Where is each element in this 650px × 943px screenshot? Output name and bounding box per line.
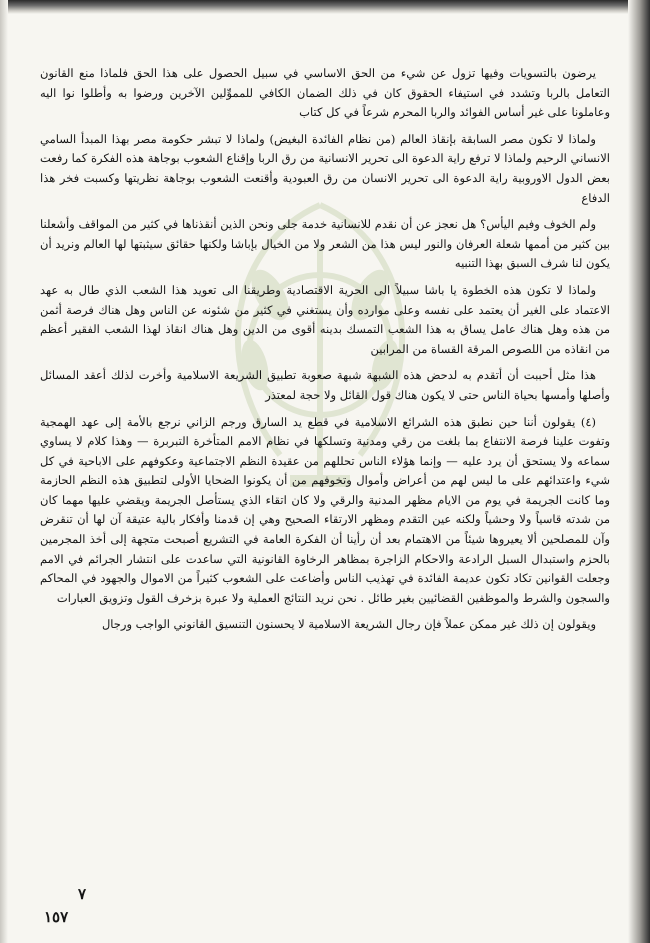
scan-right-edge [628,0,650,943]
paragraph-3: ولم الخوف وفيم اليأس؟ هل نعجز عن أن نقدم للانسانية خدمة جلى ونحن الذين أنقذناها في كثير من المواقف وأشعلنا بين كثير من أممها شعلة العرفان والنور ليس هذا من الشعر ولا من الخيال بإباشا ولكنها حقائق سيثبتها لها العالم ونريد أن يكون لنا شرف السبق بهذا التنبيه [40,217,610,271]
scan-left-edge [0,0,8,943]
body-text [40,64,610,642]
footer-page-number: ١٥٧ [44,908,69,926]
paragraph-7: ويقولون إن ذلك غير ممكن عملاً فإن رجال الشريعة الاسلامية لا يحسنون التنسيق القانوني الواجب ورجال [101,617,596,632]
paragraph-4: ولماذا لا تكون هذه الخطوة يا باشا سبيلاً الى الحرية الاقتصادية وطريقنا الى تعويد هذا الشعب الذي طال به عهد الاعتماد على الغير أن يعتمد على نفسه وعلى موارده وأن يستغني في كثير من شئونه عن الناس وهل هناك فرصة أثمن من هذه وهل هناك عامل يساق به هذا الشعب التمسك بدينه أقوى من الدين وهل هناك انقاذ لهذا الشعب الفقير أعظم من انقاذه من اللصوص المرقة القساة من المرابين [40,282,610,356]
scan-top-edge [0,0,650,14]
paragraph-1: يرضون بالتسويات وفيها تزول عن شيء من الحق الاساسي في سبيل الحصول على هذا الحق فلماذا منع القانون التعامل بالربا وتشدد في استيفاء الحقوق كان في ذلك الضمان الكافي للمموِّلين الآخرين ورضوا به وأطلوا نوا اليه وعاملونا على غير أساس الفوائد والربا المحرم شرعاً في كل كتاب [40,66,610,120]
paragraph-2: ولماذا لا تكون مصر السابقة بإنقاذ العالم (من نظام الفائدة البغيض) ولماذا لا تبشر حكومة مصر بهذا المبدأ السامي الانساني الرحيم ولماذا لا ترفع راية الدعوة الى تحرير الانسانية من رق الربا وإقناع الشعوب بوجاهة هذه الفكرة كما رفعت بعض الدول الاوروبية راية الدعوة الى تحرير الانسان من رق العبودية وأقنعت الشعوب بوجاهة نظريتها وكسبت فخر هذا الدفاع [40,131,610,205]
paragraph-6: (٤) يقولون أننا حين نطبق هذه الشرائع الاسلامية في قطع يد السارق ورجم الزاني نرجع بالأمة إلى عهد الهمجية وتفوت علينا فرصة الانتفاع بما بلغت من رقي ومدنية وتسلكها في نظام الامم المتأخرة التبربرة — وهذا كلام لا يساوي سماعه ولا يستحق أن يرد عليه — وإنما هؤلاء الناس تحللهم من عقيدة النظم الاجتماعية وعكوفهم على الاباحية في كل شيء واعتدائهم على ما ليس لهم من أعراض وأموال وتخوفهم من أن يكونوا الضحايا الأولى لتطبيق هذه النظم الحازمة وما كانت الجريمة في يوم من الايام مظهر المدنية والرقي ولا كان اتقاء الذي يستأصل الجريمة ويقضي عليها مهما كان من شدته قاسياً ولا وحشياً ولكنه عين التقدم ومظهر الارتقاء الصحيح وهي إن قدمنا وأفكار بالية عتيقة آن لها أن تنقرض وآن للمصلحين ألا يعيروها شيئاً من الاهتمام بعد أن رأينا أن الفكرة العامة في التشريع أصبحت متجهة إلى أخذ المجرمين بالحزم واستبدال السبل الرادعة والاحكام الزاجرة بمظاهر الرخاوة القانونية التي ساعدت على انتشار الجرائم في الامم وجعلت القوانين تكاد تكون عديمة الفائدة في تهذيب الناس وأضاعت على الشعوب كثيراً من الاموال والجهود في المحاكم والسجون والشرط والموظفين القضائيين بغير طائل . نحن نريد النتائج العملية ولا عبرة بزخرف القول وتزويق العبارات [40,414,610,605]
paragraph-5: هذا مثل أحببت أن أتقدم به لدحض هذه الشبهة شبهة صعوبة تطبيق الشريعة الاسلامية وأخرت لذلك أعقد المسائل وأصلها وأمسها بحياة الناس حتى لا يكون هناك قول القائل ولا حجة لمعتذر [40,368,610,402]
page-number: ٧ [78,885,87,903]
